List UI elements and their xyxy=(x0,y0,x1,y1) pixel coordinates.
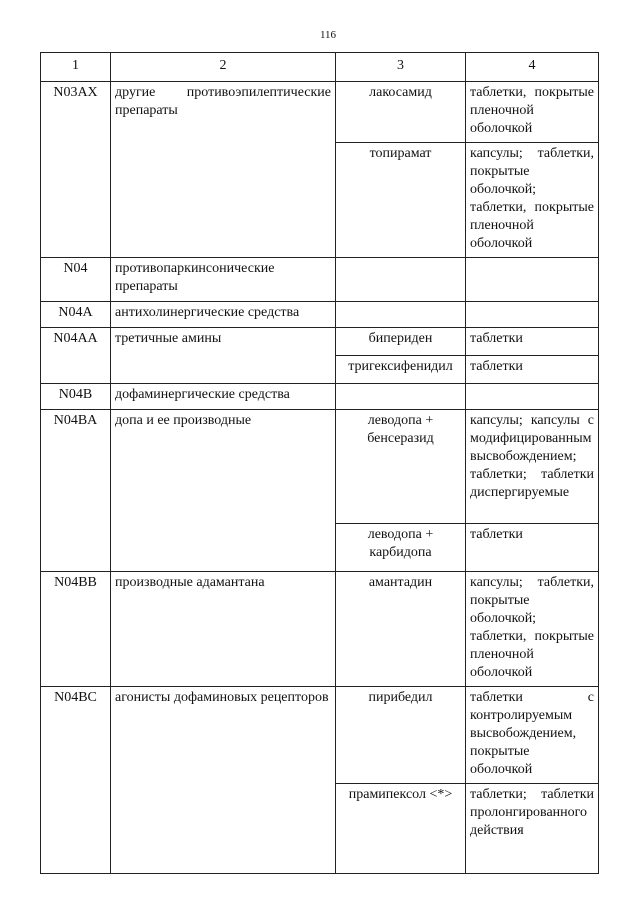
dosage-form-cell: таблетки с контролируемым высвобождением, покрытые оболочкой xyxy=(466,687,599,784)
drug-inn-cell-empty xyxy=(336,258,466,302)
drug-inn-cell: тригексифенидил xyxy=(336,356,466,384)
drug-inn-cell: бипериден xyxy=(336,328,466,356)
drug-inn-cell: пирибедил xyxy=(336,687,466,784)
atc-code-cell: N04BC xyxy=(41,687,111,874)
dosage-form-cell-empty xyxy=(466,302,599,328)
drug-inn-cell-empty xyxy=(336,302,466,328)
table-row xyxy=(41,328,599,356)
dosage-form-cell-empty xyxy=(466,384,599,410)
group-name-cell: дофаминергические средства xyxy=(111,384,336,410)
dosage-form-cell-empty xyxy=(466,258,599,302)
atc-code-cell: N03AX xyxy=(41,82,111,258)
table-body xyxy=(41,82,599,874)
dosage-form-cell: таблетки xyxy=(466,524,599,572)
drug-inn-cell-empty xyxy=(336,384,466,410)
dosage-form-cell: таблетки; таблетки пролонгированного действия xyxy=(466,784,599,874)
atc-code-cell: N04 xyxy=(41,258,111,302)
column-header-2: 2 xyxy=(111,53,336,82)
column-header-3: 3 xyxy=(336,53,466,82)
table-row xyxy=(41,82,599,143)
table-row xyxy=(41,410,599,524)
dosage-form-cell: таблетки xyxy=(466,356,599,384)
column-header-1: 1 xyxy=(41,53,111,82)
group-name-cell: производные адамантана xyxy=(111,572,336,687)
drug-inn-cell: амантадин xyxy=(336,572,466,687)
dosage-form-cell: капсулы; капсулы с модифицированным высвобождением; таблетки; таблетки диспергируемые xyxy=(466,410,599,524)
drug-inn-cell: леводопа + карбидопа xyxy=(336,524,466,572)
drug-inn-cell: топирамат xyxy=(336,143,466,258)
page-number: 116 xyxy=(319,29,337,41)
table-header-row xyxy=(41,53,599,82)
drug-inn-cell: леводопа + бенсеразид xyxy=(336,410,466,524)
group-name-cell: агонисты дофаминовых рецепторов xyxy=(111,687,336,874)
drug-inn-cell: прамипексол <*> xyxy=(336,784,466,874)
drug-table xyxy=(40,52,599,874)
group-name-cell: другие противоэпилептические препараты xyxy=(111,82,336,258)
group-name-cell: допа и ее производные xyxy=(111,410,336,572)
dosage-form-cell: таблетки xyxy=(466,328,599,356)
table-row xyxy=(41,258,599,302)
dosage-form-cell: таблетки, покрытые пленочной оболочкой xyxy=(466,82,599,143)
atc-code-cell: N04BB xyxy=(41,572,111,687)
table-row xyxy=(41,384,599,410)
drug-inn-cell: лакосамид xyxy=(336,82,466,143)
table-row xyxy=(41,572,599,687)
group-name-cell: третичные амины xyxy=(111,328,336,384)
dosage-form-cell: капсулы; таблетки, покрытые оболочкой; таблетки, покрытые пленочной оболочкой xyxy=(466,143,599,258)
group-name-cell: противопаркинсонические препараты xyxy=(111,258,336,302)
atc-code-cell: N04A xyxy=(41,302,111,328)
table-row xyxy=(41,302,599,328)
atc-code-cell: N04AA xyxy=(41,328,111,384)
column-header-4: 4 xyxy=(466,53,599,82)
atc-code-cell: N04B xyxy=(41,384,111,410)
group-name-cell: антихолинергические средства xyxy=(111,302,336,328)
dosage-form-cell: капсулы; таблетки, покрытые оболочкой; таблетки, покрытые пленочной оболочкой xyxy=(466,572,599,687)
atc-code-cell: N04BA xyxy=(41,410,111,572)
table-row xyxy=(41,687,599,784)
